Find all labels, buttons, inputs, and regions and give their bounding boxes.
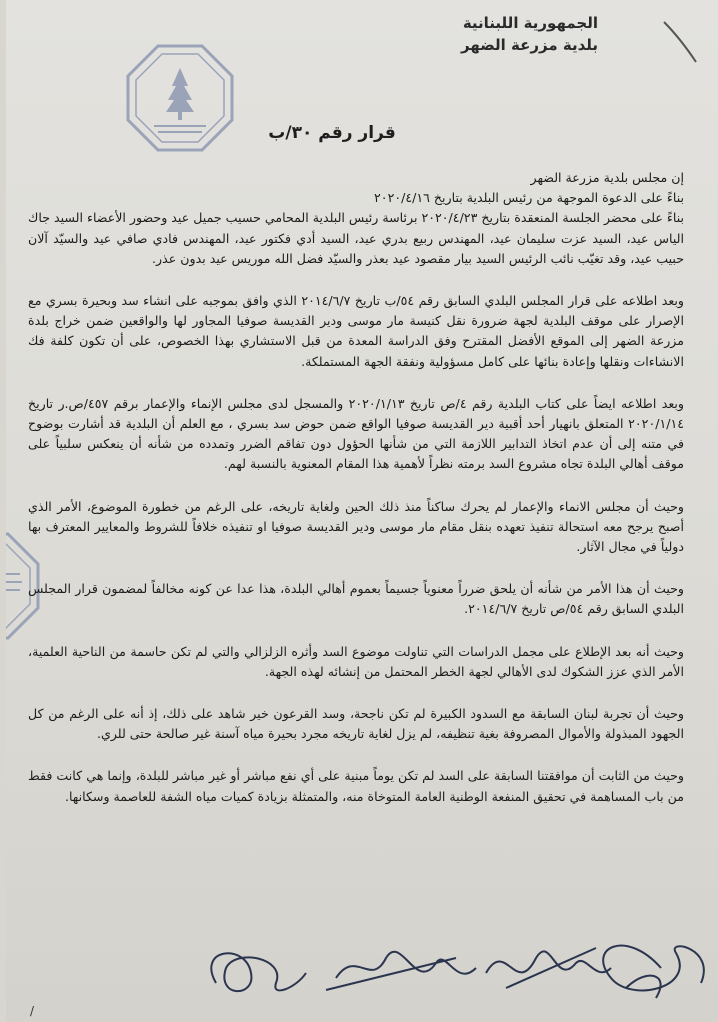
paragraph-letter: وبعد اطلاعه ايضاً على كتاب البلدية رقم ٤/ص تاريخ ٢٠٢٠/١/١٣ والمسجل لدى مجلس الإنماء والإعمار برقم ٤٥٧/ص.ر تاريخ ٢٠٢٠/١/١٤ المتعلق بانهيار أحد أقبية دير القديسة صوفيا الواقع ضمن حوض سد بسري ، مع العلم أن البلدية قد أشارت بوضوح في متنه إلى أن عدم اتخاذ التدابير اللازمة التي من شأنها الحؤول دون تفاقم الضرر وتمدده من شأنه أن ينعكس سلبياً على موقف أهالي البلدة تجاه مشروع السد برمته نظراً لأهمية هذا المقام المعنوية بالنسبة لهم.: [28, 395, 684, 472]
intro-block: [28, 168, 684, 269]
letterhead: [461, 12, 598, 56]
paragraph-national-benefit: وحيث من الثابت أن موافقتنا السابقة على السد لم تكن يوماً مبنية على أي نفع مباشر أو غير مباشر للبلدة، وإنما هي كانت فقط من باب المساهمة في تحقيق المنفعة الوطنية العامة المتوخاة منه، والمتمثلة بزيادة كميات مياه الشفة للعاصمة وسكانها.: [28, 768, 684, 804]
intro-invitation: بناءً على الدعوة الموجهة من رئيس البلدية بتاريخ ٢٠٢٠/٤/١٦: [374, 190, 684, 206]
council-signatures: [156, 928, 718, 1008]
document-page: [6, 0, 718, 1022]
decision-title: قرار رقم ٣٠/ب: [268, 123, 396, 143]
paragraph-qaraoun: وحيث أن تجربة لبنان السابقة مع السدود الكبيرة لم تكن ناجحة، وسد القرعون خير شاهد على ذلك، إذ أنه على الرغم من كل الجهود المبذولة والأموال المصروفة بغية تنظيفه، لم يزل لغاية تاريخه مجرد بحيرة مياه آسنة غير صالحة حتى للري.: [28, 706, 684, 742]
paragraph-seismic-studies: وحيث أنه بعد الإطلاع على مجمل الدراسات التي تناولت موضوع السد وأثره الزلزالي والتي لم تكن حاسمة من الناحية العلمية، الأمر الذي عزز الشكوك لدى الأهالي لجهة الخطر المحتمل من إنشائه لهذه الجهة.: [28, 643, 684, 679]
header-municipality: بلدية مزرعة الضهر: [461, 36, 598, 54]
paragraph-moral-damage: وحيث أن هذا الأمر من شأنه أن يلحق ضرراً معنوياً جسيماً بعموم أهالي البلدة، هذا عدا عن كونه مخالفاً لمضمون قرار المجلس البلدي السابق رقم ٥٤/ص تاريخ ٢٠١٤/٦/٧.: [28, 581, 684, 617]
decision-body: [28, 168, 684, 829]
intro-session: بناءً على محضر الجلسة المنعقدة بتاريخ ٢٠٢٠/٤/٢٣ برئاسة رئيس البلدية المحامي حسيب جميل عيد وحضور الأعضاء السيد جاك الياس عيد، السيد عزت سليمان عيد، المهندس ربيع بدري عيد، السيد أدي فكتور عيد، المهندس فادي صافي عيد والسيّد آلان حبيب عيد، وقد تغيّب نائب الرئيس السيد بيار مقصود عيد بعذر والسيّد فضل الله موريس عيد بدون عذر.: [28, 210, 684, 266]
paragraph-cdr-inaction: وحيث أن مجلس الانماء والإعمار لم يحرك ساكناً منذ ذلك الحين ولغاية تاريخه، على الرغم من خطورة الموضوع، الأمر الذي أصبح يرجح معه استحالة تنفيذ تعهده بنقل مقام مار موسى ودير القديسة صوفيا او تنفيذه خلافاً للشروط والمعايير المعترف بها دولياً في مجال الآثار.: [28, 498, 684, 555]
paragraph-previous-decision: وبعد اطلاعه على قرار المجلس البلدي السابق رقم ٥٤/ب تاريخ ٢٠١٤/٦/٧ الذي وافق بموجبه على انشاء سد وبحيرة بسري مع الإصرار على موقف البلدية لجهة ضرورة نقل كنيسة مار موسى ودير القديسة صوفيا المجاور لها والواقعين ضمن خراج بلدة مزرعة الضهر إلى الموقع الأفضل المقترح وفق الدراسة المعدة من قبل الاستشاري بهذا الخصوص، على أن تكون كلفة فك الانشاءات ونقلها وإعادة بنائها على كامل مسؤولية ونفقة الجهة المستملكة.: [28, 293, 684, 369]
intro-council: إن مجلس بلدية مزرعة الضهر: [530, 170, 684, 185]
corner-pen-mark: [660, 18, 700, 68]
header-country: الجمهورية اللبنانية: [462, 14, 598, 32]
footer-mark: /: [30, 1004, 35, 1018]
